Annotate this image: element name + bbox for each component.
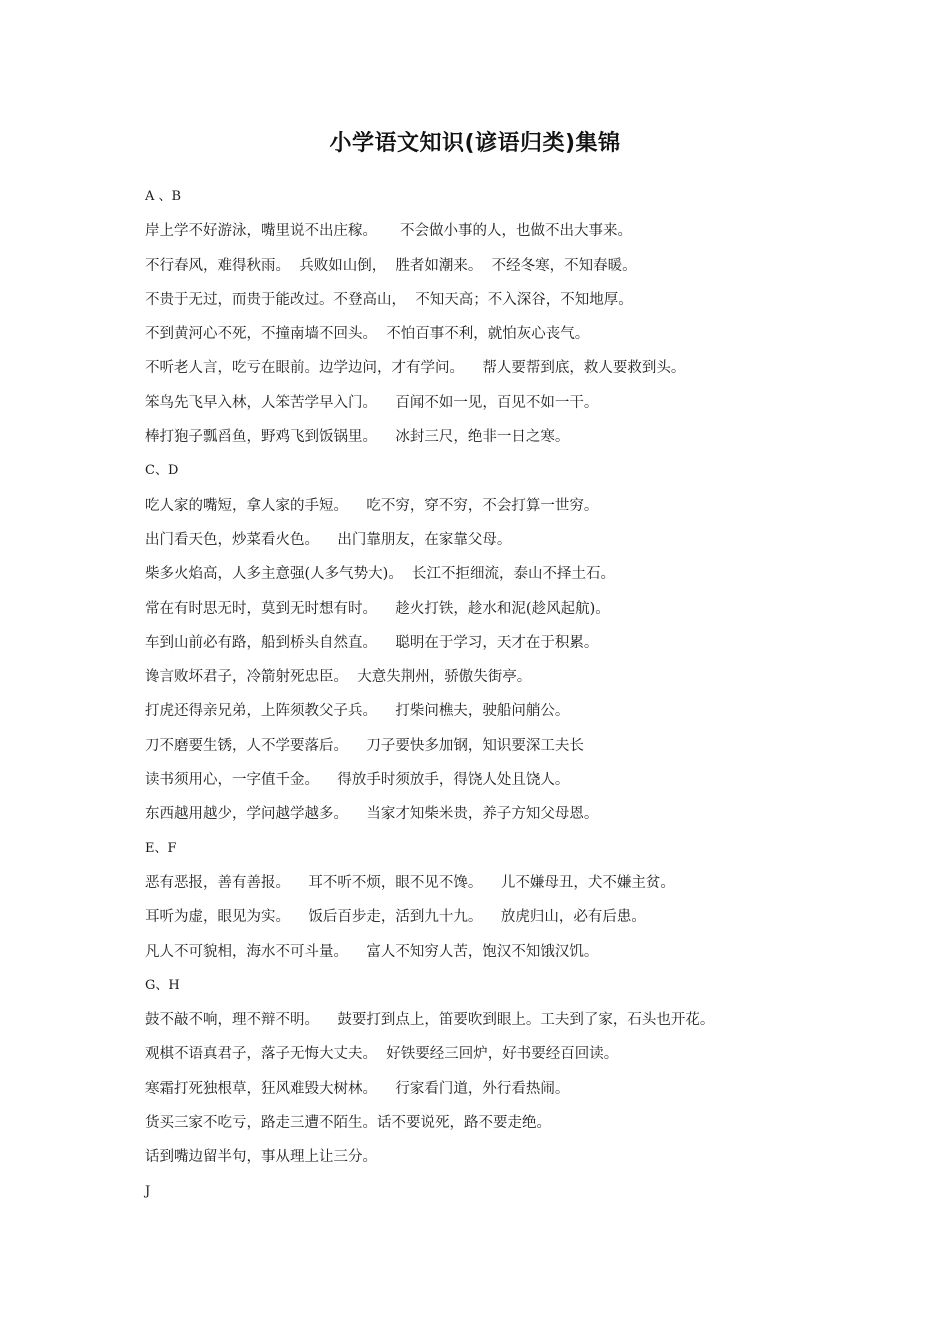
proverb-line: 话到嘴边留半句，事从理上让三分。 xyxy=(145,1149,377,1166)
proverb-line: 不到黄河心不死，不撞南墙不回头。 不怕百事不利，就怕灰心丧气。 xyxy=(145,326,590,343)
proverb-line: 耳听为虚，眼见为实。 饭后百步走，活到九十九。 放虎归山，必有后患。 xyxy=(145,909,646,926)
proverb-line: 货买三家不吃亏，路走三遭不陌生。话不要说死，路不要走绝。 xyxy=(145,1115,551,1132)
proverb-line: 岸上学不好游泳，嘴里说不出庄稼。 不会做小事的人，也做不出大事来。 xyxy=(145,223,633,240)
proverb-line: 读书须用心，一字值千金。 得放手时须放手，得饶人处且饶人。 xyxy=(145,772,570,789)
proverb-line: 寒霜打死独根草，狂风难毁大树林。 行家看门道，外行看热闹。 xyxy=(145,1080,570,1097)
proverb-line: 观棋不语真君子，落子无悔大丈夫。 好铁要经三回炉，好书要经百回读。 xyxy=(145,1046,619,1063)
proverb-line: 吃人家的嘴短，拿人家的手短。 吃不穷，穿不穷，不会打算一世穷。 xyxy=(145,497,599,514)
proverb-line: 凡人不可貌相，海水不可斗量。 富人不知穷人苦，饱汉不知饿汉饥。 xyxy=(145,943,599,960)
proverb-line: 刀不磨要生锈，人不学要落后。 刀子要快多加钢，知识要深工夫长 xyxy=(145,737,584,754)
proverb-list xyxy=(145,180,935,1209)
proverb-line: 常在有时思无时，莫到无时想有时。 趁火打铁，趁水和泥(趁风起航)。 xyxy=(145,600,610,617)
section-heading: E、F xyxy=(145,840,177,856)
proverb-line: 不听老人言，吃亏在眼前。边学边问，才有学问。 帮人要帮到底，救人要救到头。 xyxy=(145,360,686,377)
proverb-line: 车到山前必有路，船到桥头自然直。 聪明在于学习，天才在于积累。 xyxy=(145,634,599,651)
proverb-line: 鼓不敲不响，理不辩不明。 鼓要打到点上，笛要吹到眼上。工夫到了家，石头也开花。 xyxy=(145,1012,715,1029)
proverb-line: 棒打狍子瓢舀鱼，野鸡飞到饭锅里。 冰封三尺，绝非一日之寒。 xyxy=(145,429,570,446)
section-heading: J xyxy=(145,1183,151,1199)
proverb-line: 出门看天色，炒菜看火色。 出门靠朋友，在家靠父母。 xyxy=(145,531,512,548)
proverb-line: 不行春风，难得秋雨。 兵败如山倒， 胜者如潮来。 不经冬寒，不知春暖。 xyxy=(145,257,637,274)
proverb-line: 东西越用越少，学问越学越多。 当家才知柴米贵，养子方知父母恩。 xyxy=(145,806,599,823)
proverb-line: 不贵于无过，而贵于能改过。不登高山， 不知天高；不入深谷，不知地厚。 xyxy=(145,291,633,308)
section-heading: G、H xyxy=(145,977,180,993)
section-heading: C、D xyxy=(145,463,179,479)
proverb-line: 柴多火焰高，人多主意强(人多气势大)。 长江不拒细流，泰山不择土石。 xyxy=(145,566,616,583)
proverb-line: 谗言败坏君子，冷箭射死忠臣。 大意失荆州，骄傲失街亭。 xyxy=(145,669,532,686)
section-heading: A 、B xyxy=(145,189,182,204)
proverb-line: 恶有恶报，善有善报。 耳不听不烦，眼不见不馋。 儿不嫌母丑，犬不嫌主贫。 xyxy=(145,874,675,891)
page-title: 小学语文知识(谚语归类)集锦 xyxy=(329,131,621,156)
proverb-line: 打虎还得亲兄弟，上阵须教父子兵。 打柴问樵夫，驶船问艄公。 xyxy=(145,703,570,720)
proverb-line: 笨鸟先飞早入林，人笨苦学早入门。 百闻不如一见，百见不如一干。 xyxy=(145,394,599,411)
